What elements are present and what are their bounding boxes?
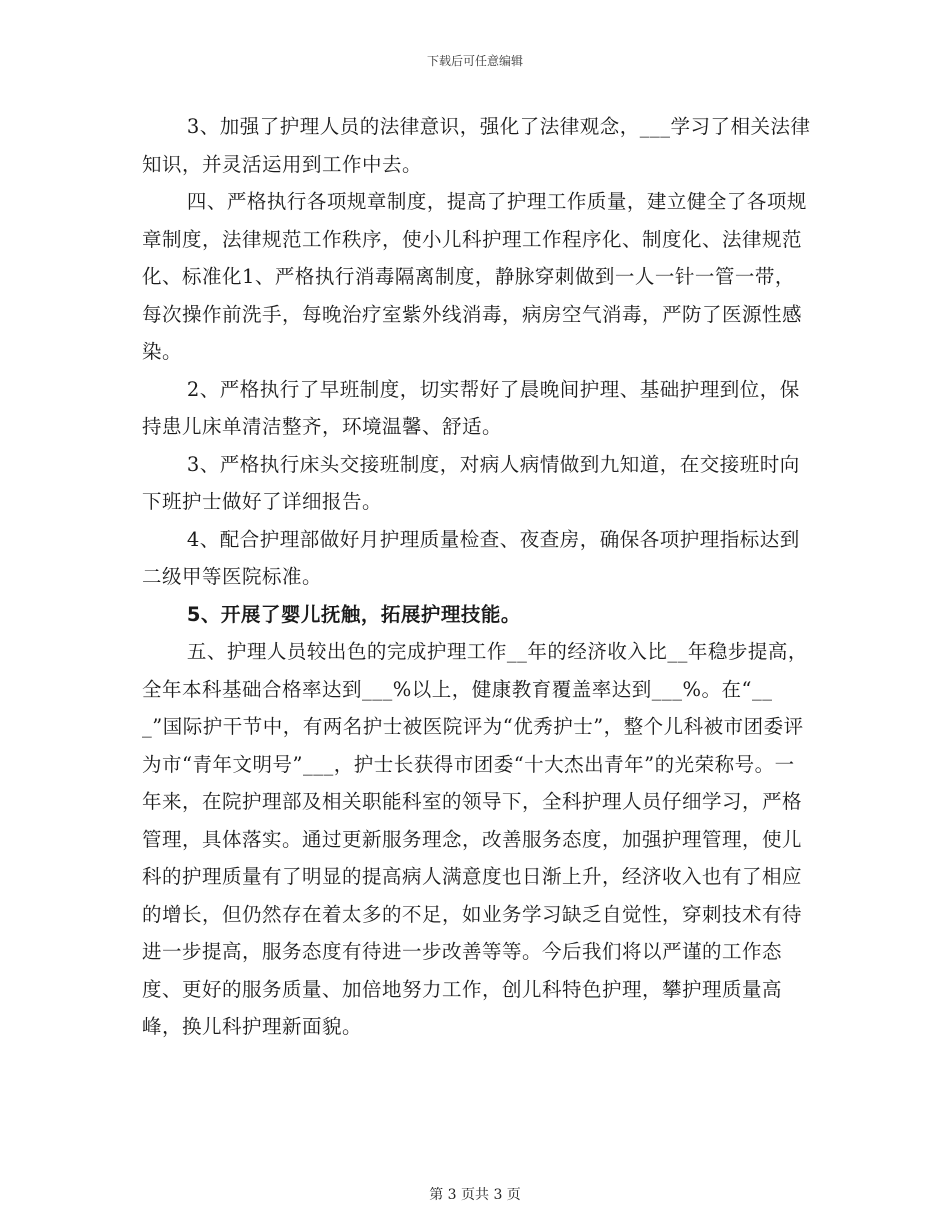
paragraph-summary: 五、护理人员较出色的完成护理工作__年的经济收入比__年稳步提高，全年本科基础合格率达到___%以上，健康教育覆盖率达到___%。在“___”国际护干节中，有两名护士被医院评为“优秀护士”，整个儿科被市团委评为市“青年文明号”___，护士长获得市团委“十大杰出青年”的光荣称号。一年来，在院护理部及相关职能科室的领导下，全科护理人员仔细学习，严格管理，具体落实。通过更新服务理念，改善服务态度，加强护理管理，使儿科的护理质量有了明显的提高病人满意度也日渐上升，经济收入也有了相应的增长，但仍然存在着太多的不足，如业务学习缺乏自觉性，穿刺技术有待进一步提高，服务态度有待进一步改善等等。今后我们将以严谨的工作态度、更好的服务质量、加倍地努力工作，创儿科特色护理，攀护理质量高峰，换儿科护理新面貌。 <box>142 640 808 1038</box>
paragraph-quality-check: 4、配合护理部做好月护理质量检查、夜查房，确保各项护理指标达到二级甲等医院标准。 <box>142 527 800 588</box>
paragraph-early-shift: 2、严格执行了早班制度，切实帮好了晨晚间护理、基础护理到位，保持患儿床单清洁整齐，环境温馨、舒适。 <box>142 377 800 438</box>
paragraph-infant-touch-heading: 5、开展了婴儿抚触，拓展护理技能。 <box>186 602 521 626</box>
paragraph-legal-awareness: 3、加强了护理人员的法律意识，强化了法律观念，___学习了相关法律知识，并灵活运用到工作中去。 <box>142 115 811 176</box>
page-header-note: 下载后可任意编辑 <box>426 54 523 68</box>
document-body <box>142 108 812 1046</box>
paragraph-regulations: 四、严格执行各项规章制度，提高了护理工作质量，建立健全了各项规章制度，法律规范工作秩序，使小儿科护理工作程序化、制度化、法律规范化、标准化1、严格执行消毒隔离制度，静脉穿刺做到一人一针一管一带，每次操作前洗手，每晚治疗室紫外线消毒，病房空气消毒，严防了医源性感染。 <box>142 190 807 363</box>
page-number: 第 3 页共 3 页 <box>429 1187 521 1203</box>
paragraph-handover: 3、严格执行床头交接班制度，对病人病情做到九知道，在交接班时向下班护士做好了详细报告。 <box>142 452 800 513</box>
